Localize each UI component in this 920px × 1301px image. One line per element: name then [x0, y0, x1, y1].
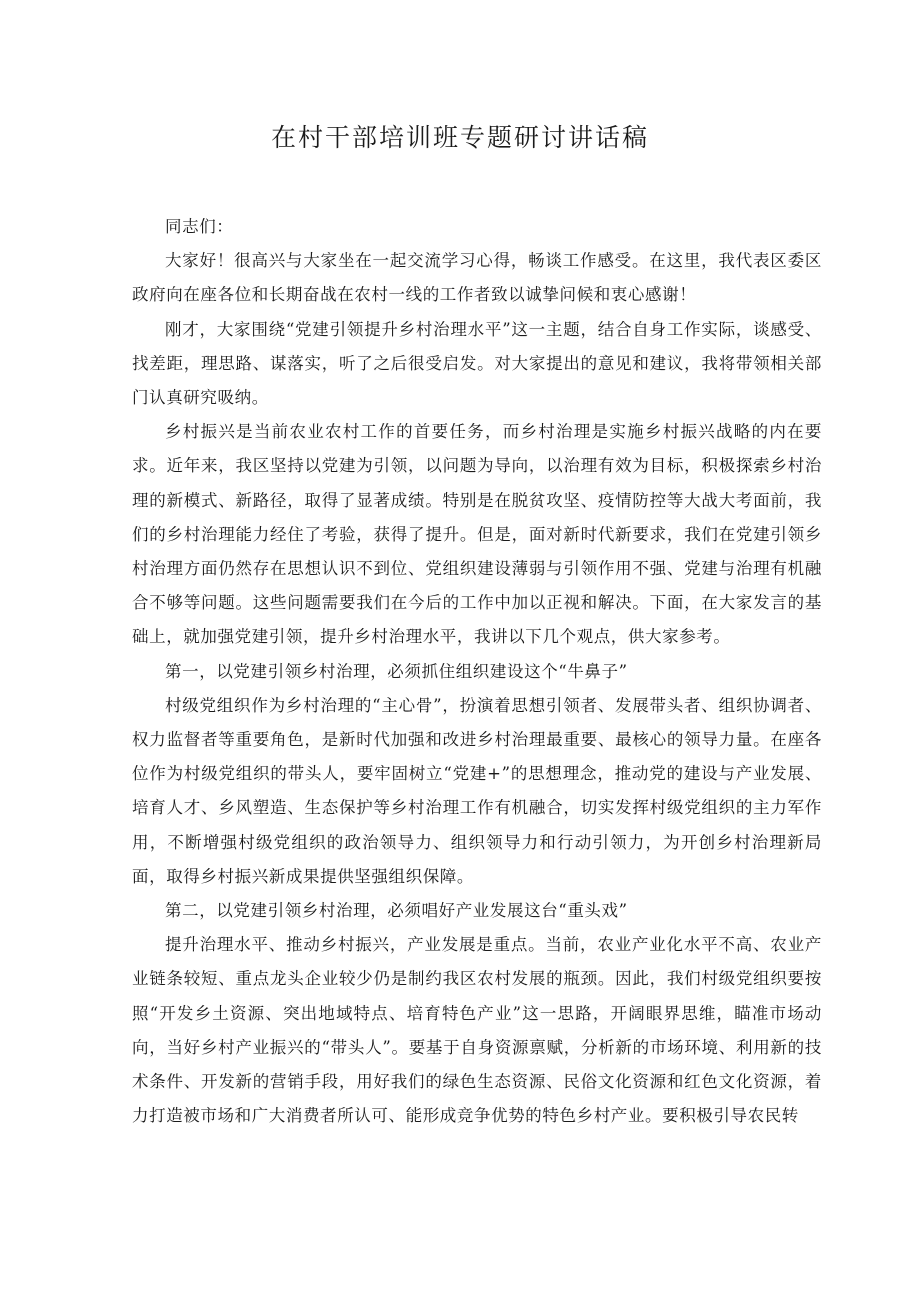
section-heading-2: 第二，以党建引领乡村治理，必须唱好产业发展这台“重头戏”	[165, 901, 628, 921]
paragraph-industry: 提升治理水平、推动乡村振兴，产业发展是重点。当前，农业产业化水平不高、农业产业链条较短、重点龙头企业较少仍是制约我区农村发展的瓶颈。因此，我们村级党组织要按照“开发乡土资源、突出地域特点、培育特色产业”这一思路，开阔眼界思维，瞄准市场动向，当好乡村产业振兴的“带头人”。要基于自身资源禀赋，分析新的市场环境、利用新的技术条件、开发新的营销手段，用好我们的绿色生态资源、民俗文化资源和红色文化资源，着力打造被市场和广大消费者所认可、能形成竞争优势的特色乡村产业。要积极引导农民转	[132, 935, 822, 1126]
document-title: 在村干部培训班专题研讨讲话稿	[270, 123, 649, 152]
section-heading-1: 第一，以党建引领乡村治理，必须抓住组织建设这个“牛鼻子”	[165, 661, 628, 681]
paragraph-feedback: 刚才，大家围绕“党建引领提升乡村治理水平”这一主题，结合自身工作实际，谈感受、找差距，理思路、谋落实，听了之后很受启发。对大家提出的意见和建议，我将带领相关部门认真研究吸纳。	[132, 319, 822, 408]
paragraph-greeting: 大家好！很高兴与大家坐在一起交流学习心得，畅谈工作感受。在这里，我代表区委区政府向在座各位和长期奋战在农村一线的工作者致以诚挚问候和衷心感谢！	[132, 251, 822, 305]
salutation: 同志们：	[165, 217, 234, 236]
paragraph-background: 乡村振兴是当前农业农村工作的首要任务，而乡村治理是实施乡村振兴战略的内在要求。近年来，我区坚持以党建为引领，以问题为导向，以治理有效为目标，积极探索乡村治理的新模式、新路径，取得了显著成绩。特别是在脱贫攻坚、疫情防控等大战大考面前，我们的乡村治理能力经住了考验，获得了提升。但是，面对新时代新要求，我们在党建引领乡村治理方面仍然存在思想认识不到位、党组织建设薄弱与引领作用不强、党建与治理有机融合不够等问题。这些问题需要我们在今后的工作中加以正视和解决。下面，在大家发言的基础上，就加强党建引领，提升乡村治理水平，我讲以下几个观点，供大家参考。	[132, 422, 822, 647]
paragraph-organization: 村级党组织作为乡村治理的“主心骨”，扮演着思想引领者、发展带头者、组织协调者、权力监督者等重要角色，是新时代加强和改进乡村治理最重要、最核心的领导力量。在座各位作为村级党组织的带头人，要牢固树立“党建+”的思想理念，推动党的建设与产业发展、培育人才、乡风塑造、生态保护等乡村治理工作有机融合，切实发挥村级党组织的主力军作用，不断增强村级党组织的政治领导力、组织领导力和行动引领力，为开创乡村治理新局面，取得乡村振兴新成果提供坚强组织保障。	[132, 695, 822, 886]
document-body	[132, 210, 822, 1133]
